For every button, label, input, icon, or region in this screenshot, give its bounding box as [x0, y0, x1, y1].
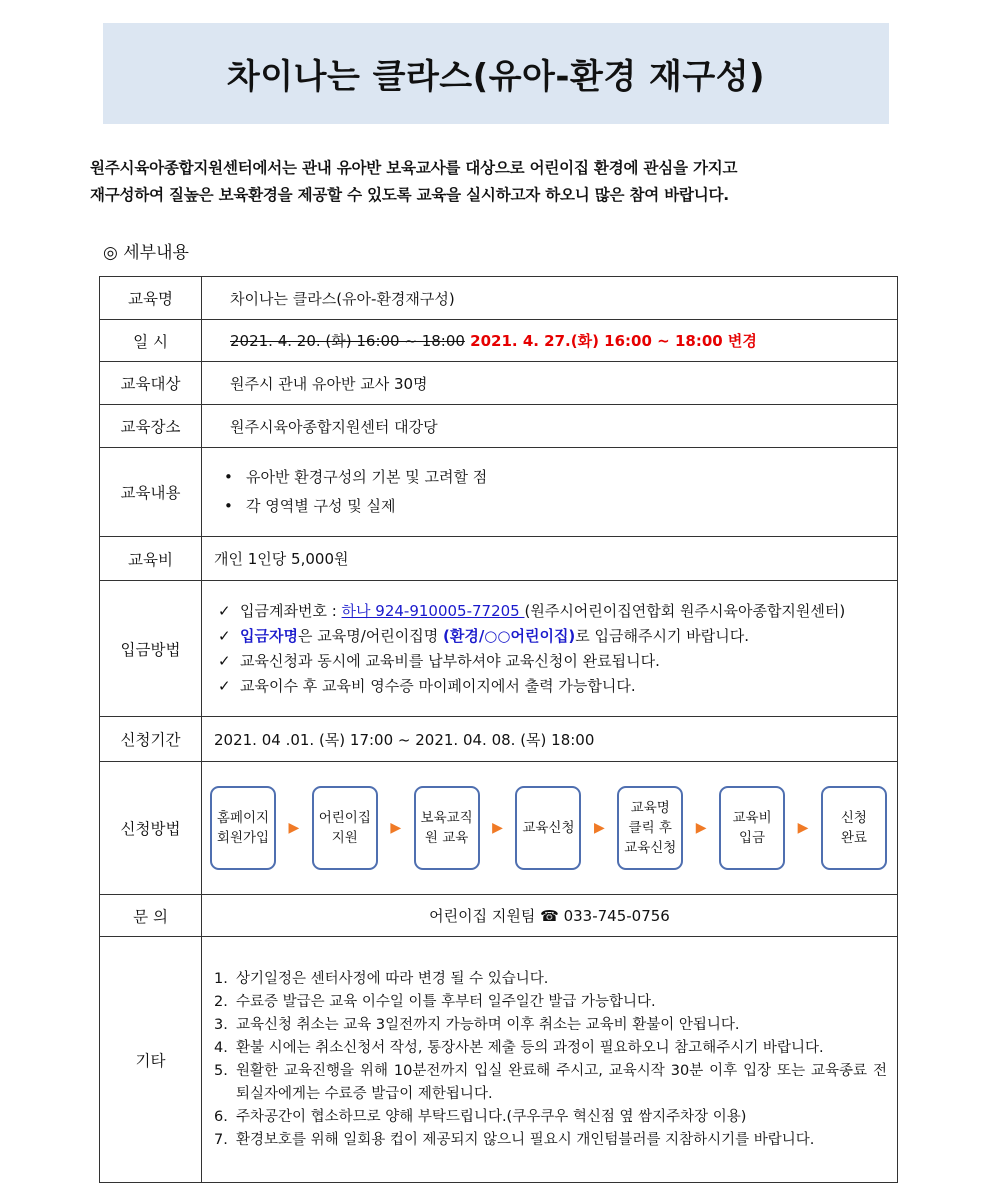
- arrow-right-icon: ▶: [288, 820, 300, 836]
- value-place: 원주시육아종합지원센터 대강당: [202, 405, 898, 448]
- arrow-right-icon: ▶: [492, 820, 503, 836]
- depositor-suffix: 로 입금해주시기 바랍니다.: [575, 626, 749, 645]
- intro-line: 원주시육아종합지원센터에서는 관내 유아반 보육교사를 대상으로 어린이집 환경에 관심을 가지고: [90, 159, 738, 177]
- label-date: 일 시: [100, 320, 202, 362]
- list-item: 2. 수료증 발급은 교육 이수일 이틀 후부터 일주일간 발급 가능합니다.: [214, 993, 656, 1010]
- step-box: 교육명 클릭 후 교육신청: [617, 786, 683, 870]
- arrow-right-icon: ▶: [797, 820, 809, 836]
- row-content: [100, 448, 898, 537]
- arrow-right-icon: ▶: [695, 820, 707, 836]
- contact-phone: 033-745-0756: [558, 907, 670, 925]
- step-box: 교육신청: [515, 786, 581, 870]
- phone-icon: ☎: [540, 907, 559, 925]
- step-box: 신청 완료: [821, 786, 887, 870]
- list-item: 5. 원활한 교육진행을 위해 10분전까지 입실 완료해 주시고, 교육시작 30분 이후 입장 또는 교육종료 전 퇴실자에게는 수료증 발급이 제한됩니다.: [214, 1062, 887, 1102]
- row-fee: [100, 537, 898, 581]
- depositor-example: (환경/○○어린이집): [442, 626, 576, 645]
- list-item: [214, 599, 887, 624]
- list-item: 4. 환불 시에는 취소신청서 작성, 통장사본 제출 등의 과정이 필요하오니 참고해주시기 바랍니다.: [214, 1039, 824, 1056]
- intro-text: [90, 155, 905, 209]
- row-payment: [100, 581, 898, 717]
- label-place: 교육장소: [100, 405, 202, 448]
- account-holder: (원주시어린이집연합회 원주시육아종합지원센터): [524, 601, 846, 620]
- value-payment: [202, 581, 898, 717]
- depositor-highlight: 입금자명: [240, 626, 298, 645]
- step-box: 홈페이지 회원가입: [210, 786, 276, 870]
- value-content: [202, 448, 898, 537]
- value-date: [202, 320, 898, 362]
- label-period: 신청기간: [100, 717, 202, 762]
- arrow-right-icon: ▶: [390, 820, 402, 836]
- page-title: 차이나는 클라스(유아-환경 재구성): [226, 57, 766, 97]
- intro-line: 재구성하여 질높은 보육환경을 제공할 수 있도록 교육을 실시하고자 하오니 많은 참여 바랍니다.: [90, 186, 729, 204]
- list-item: 1. 상기일정은 센터사정에 따라 변경 될 수 있습니다.: [214, 970, 549, 987]
- label-target: 교육대상: [100, 362, 202, 405]
- value-period: 2021. 04 .01. (목) 17:00 ~ 2021. 04. 08. (목) 18:00: [202, 717, 898, 762]
- list-item: ✓ 교육신청과 동시에 교육비를 납부하셔야 교육신청이 완료됩니다.: [214, 649, 887, 674]
- value-name: 차이나는 클라스(유아-환경재구성): [202, 277, 898, 320]
- list-item: 7. 환경보호를 위해 일회용 컵이 제공되지 않으니 필요시 개인텀블러를 지참하시기를 바랍니다.: [214, 1131, 815, 1148]
- list-item: 6. 주차공간이 협소하므로 양해 부탁드립니다.(쿠우쿠우 혁신점 옆 쌈지주차장 이용): [214, 1108, 747, 1125]
- account-label: 입금계좌번호 :: [240, 601, 342, 620]
- list-item: • 각 영역별 구성 및 실제: [214, 492, 887, 521]
- value-etc: [202, 937, 898, 1183]
- list-item: [214, 624, 887, 649]
- account-number: 하나 924-910005-77205: [341, 601, 525, 620]
- row-method: [100, 762, 898, 895]
- step-box: 보육교직 원 교육: [414, 786, 480, 870]
- process-flow: [202, 786, 897, 870]
- label-fee: 교육비: [100, 537, 202, 581]
- title-banner: [103, 23, 889, 124]
- label-payment: 입금방법: [100, 581, 202, 717]
- list-item: ✓ 교육이수 후 교육비 영수증 마이페이지에서 출력 가능합니다.: [214, 674, 887, 699]
- step-box: 어린이집 지원: [312, 786, 378, 870]
- row-etc: [100, 937, 898, 1183]
- label-content: 교육내용: [100, 448, 202, 537]
- value-fee: 개인 1인당 5,000원: [202, 537, 898, 581]
- section-heading: ◎ 세부내용: [103, 243, 189, 263]
- list-item: • 유아반 환경구성의 기본 및 고려할 점: [214, 463, 887, 492]
- details-table: [99, 276, 898, 1183]
- label-contact: 문 의: [100, 895, 202, 937]
- depositor-text: 은 교육명/어린이집명: [297, 626, 443, 645]
- row-place: [100, 405, 898, 448]
- value-contact: [202, 895, 898, 937]
- new-date: 2021. 4. 27.(화) 16:00 ~ 18:00 변경: [464, 332, 757, 350]
- value-target: 원주시 관내 유아반 교사 30명: [202, 362, 898, 405]
- label-name: 교육명: [100, 277, 202, 320]
- arrow-right-icon: ▶: [593, 820, 605, 836]
- row-name: [100, 277, 898, 320]
- label-method: 신청방법: [100, 762, 202, 895]
- step-box: 교육비 입금: [719, 786, 785, 870]
- row-contact: [100, 895, 898, 937]
- old-date: 2021. 4. 20. (화) 16:00 ~ 18:00: [230, 332, 465, 350]
- row-period: [100, 717, 898, 762]
- value-method: [202, 762, 898, 895]
- label-etc: 기타: [100, 937, 202, 1183]
- row-target: [100, 362, 898, 405]
- contact-team: 어린이집 지원팀: [429, 907, 541, 925]
- row-date: [100, 320, 898, 362]
- list-item: 3. 교육신청 취소는 교육 3일전까지 가능하며 이후 취소는 교육비 환불이 안됩니다.: [214, 1016, 740, 1033]
